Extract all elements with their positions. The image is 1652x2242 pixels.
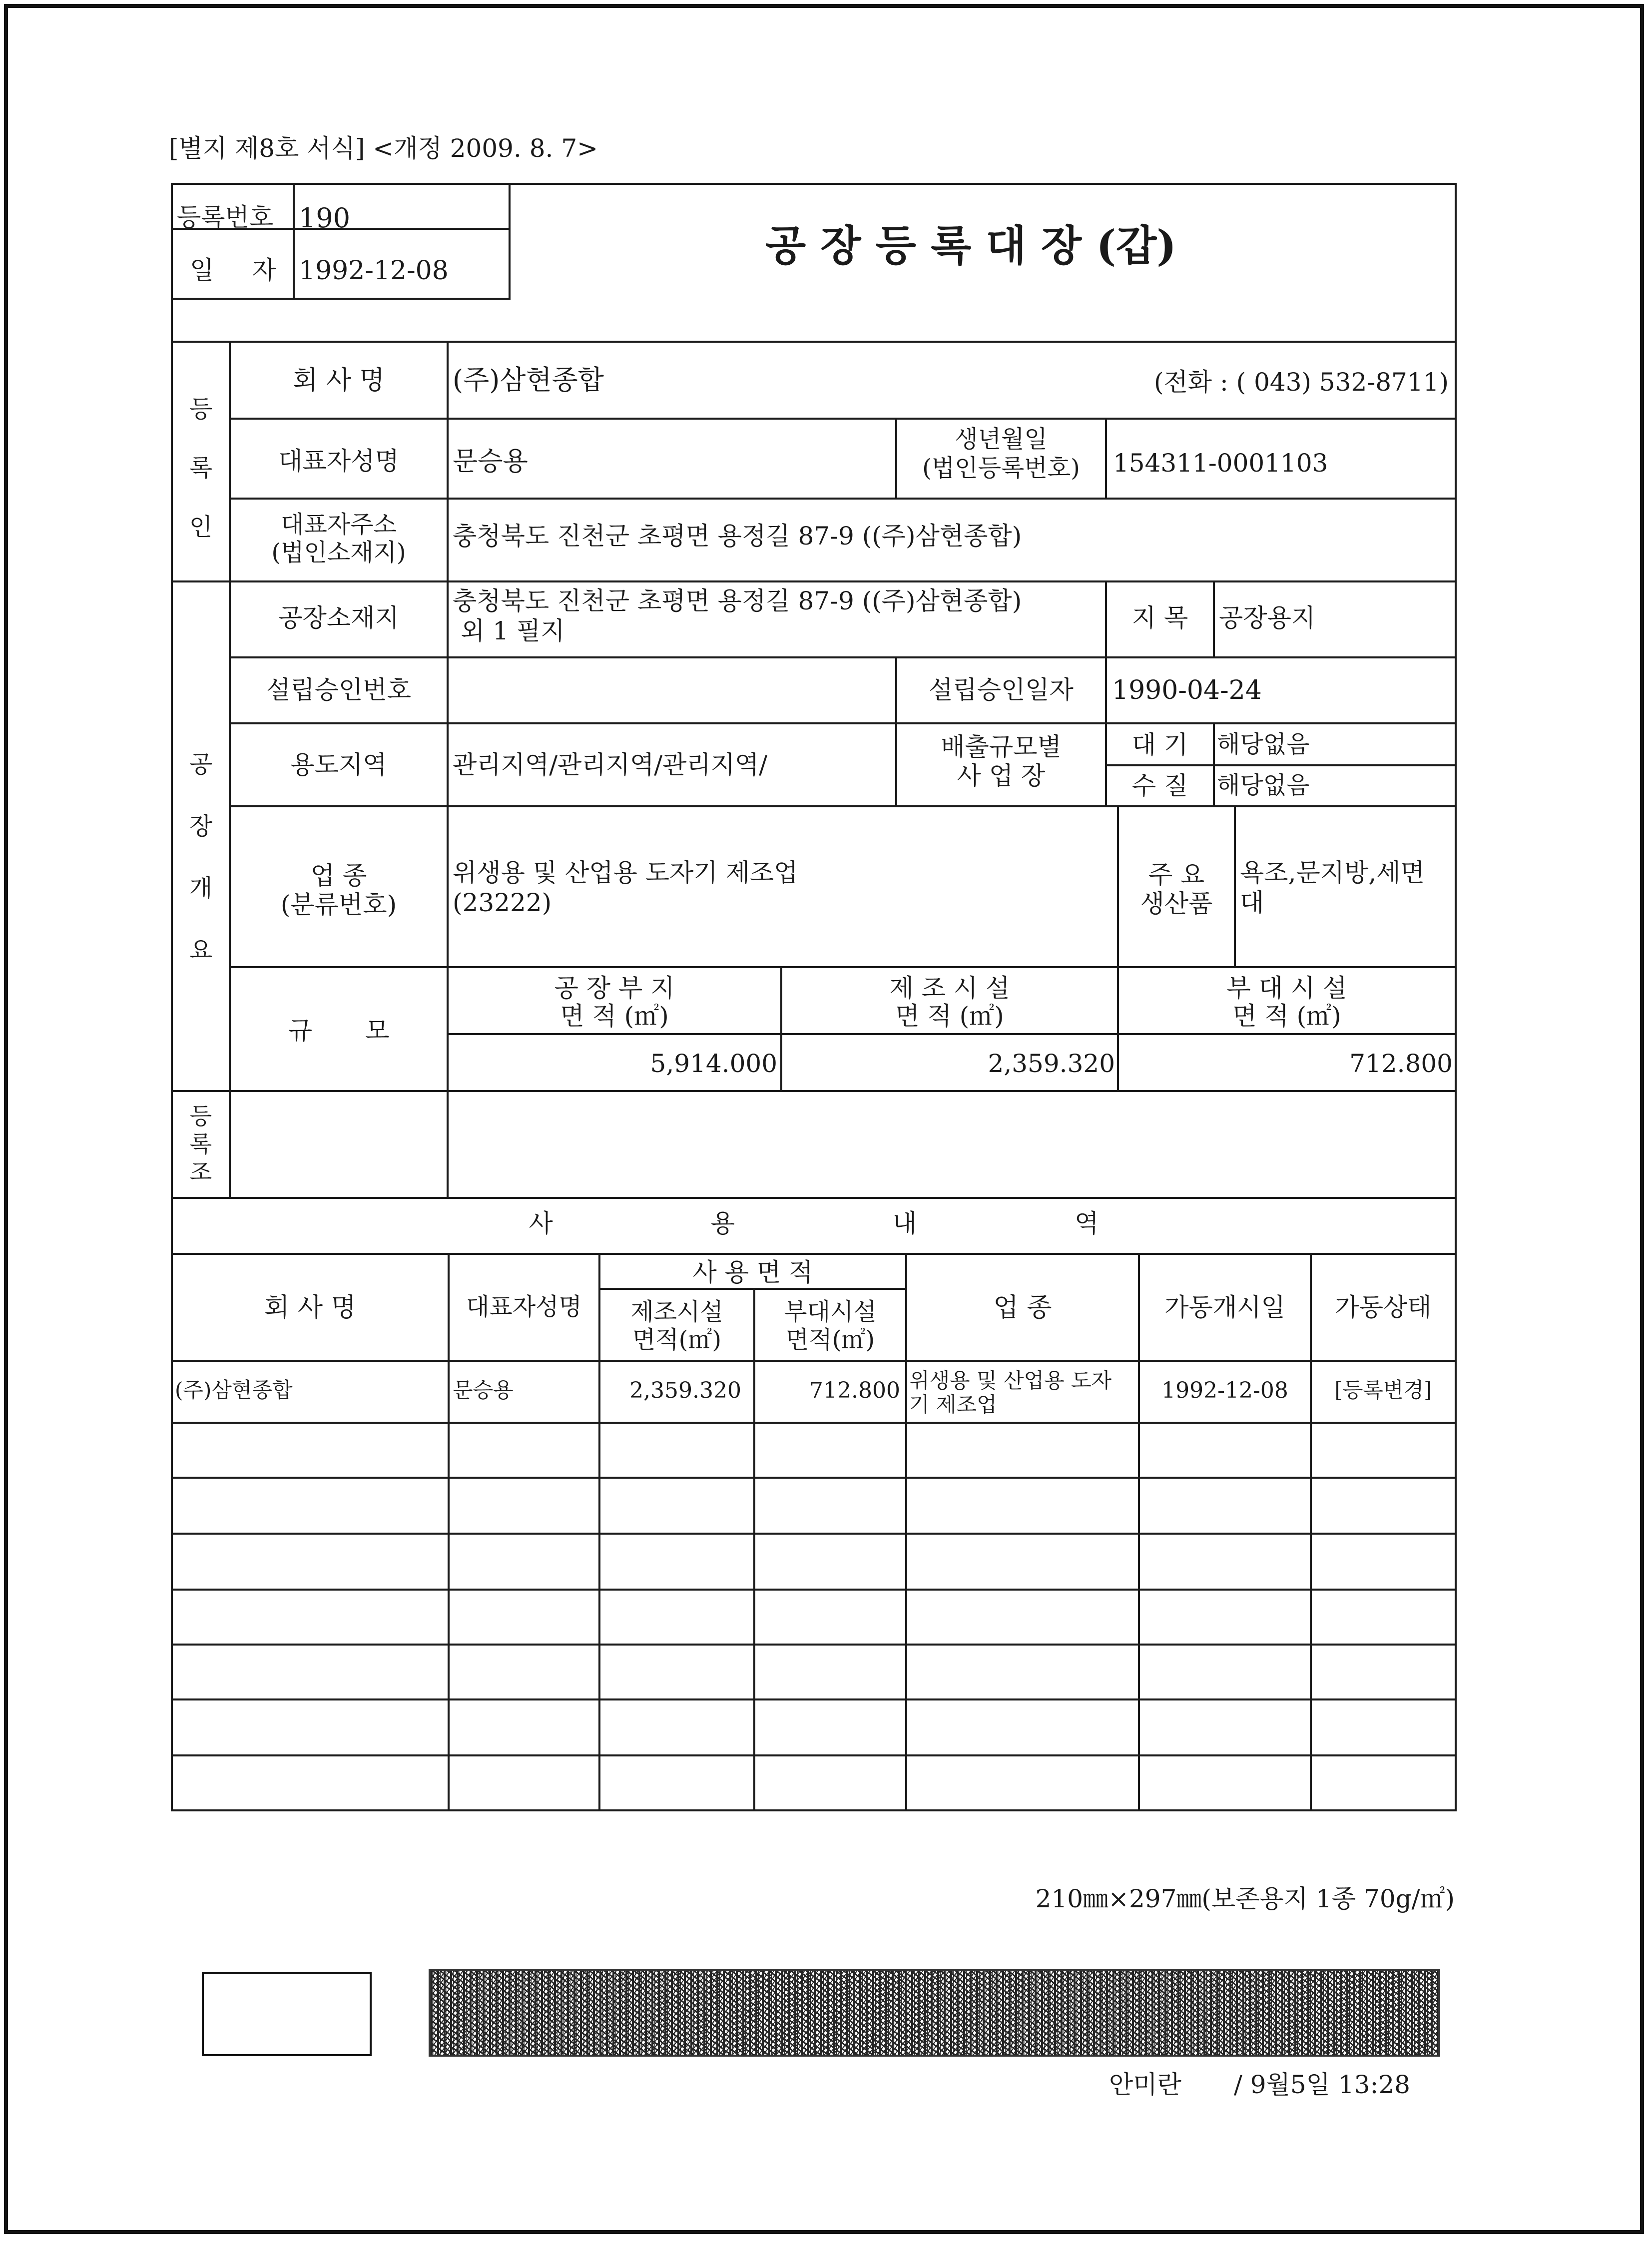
usage-header-mfg: 제조시설 면적(㎡): [630, 1298, 723, 1354]
usage-row-rep: 문승용: [453, 1378, 514, 1402]
print-timestamp: / 9월5일 13:28: [1234, 2070, 1410, 2099]
birth-label: 생년월일 (법인등록번호): [922, 425, 1080, 482]
approval-date: 1990-04-24: [1112, 675, 1262, 705]
usage-row-status: [등록변경]: [1334, 1378, 1432, 1402]
air-label: 대 기: [1131, 730, 1188, 759]
form-note: [별지 제8호 서식] <개정 2009. 8. 7>: [169, 134, 598, 163]
land-category: 공장용지: [1219, 603, 1316, 632]
location-line-2: 외 1 필지: [461, 616, 565, 645]
birth-value: 154311-0001103: [1113, 449, 1328, 478]
barcode-image: [429, 1969, 1440, 2057]
mfg-area-label: 제 조 시 설 면 적 (㎡): [889, 974, 1010, 1031]
site-area: 5,914.000: [650, 1049, 777, 1078]
usage-header-company: 회 사 명: [264, 1293, 356, 1323]
usage-header-aux: 부대시설 면적(㎡): [784, 1298, 877, 1354]
industry-name: 위생용 및 산업용 도자기 제조업: [453, 858, 798, 887]
industry-label: 업 종 (분류번호): [280, 861, 397, 919]
usage-header-industry: 업 종: [993, 1293, 1052, 1323]
registration-number: 190: [299, 202, 351, 234]
usage-header-rep: 대표자성명: [466, 1293, 582, 1321]
company-phone: (전화 : ( 043) 532-8711): [1153, 368, 1449, 397]
usage-row-industry: 위생용 및 산업용 도자 기 제조업: [909, 1368, 1112, 1417]
products-line-1: 욕조,문지방,세면: [1240, 858, 1425, 887]
site-area-label: 공 장 부 지 면 적 (㎡): [554, 974, 675, 1031]
water-label: 수 질: [1131, 771, 1188, 800]
mfg-area: 2,359.320: [988, 1049, 1115, 1078]
zone-label: 용도지역: [290, 750, 387, 779]
company-name: (주)삼현종합: [453, 364, 604, 396]
scale-label: 규 모: [288, 1016, 390, 1045]
usage-row-aux: 712.800: [809, 1378, 900, 1403]
registration-date: 1992-12-08: [299, 256, 449, 286]
registrant-section-label: 등 록 인: [189, 395, 213, 541]
usage-row-company: (주)삼현종합: [175, 1378, 293, 1402]
rep-address: 충청북도 진천군 초평면 용정길 87-9 ((주)삼현종합): [453, 522, 1022, 551]
industry-code: (23222): [453, 888, 552, 917]
usage-row-mfg: 2,359.320: [629, 1378, 741, 1403]
zone-value: 관리지역/관리지역/관리지역/: [453, 750, 768, 779]
usage-title: 사 용 내 역: [529, 1209, 1099, 1238]
water-value: 해당없음: [1217, 771, 1310, 799]
aux-area-label: 부 대 시 설 면 적 (㎡): [1226, 974, 1347, 1031]
location-line-1: 충청북도 진천군 초평면 용정길 87-9 ((주)삼현종합): [453, 586, 1022, 615]
registration-conditions-label: 등 록 조: [189, 1103, 212, 1185]
rep-name: 문승용: [453, 447, 528, 477]
land-category-label: 지 목: [1131, 603, 1188, 632]
rep-address-label: 대표자주소 (법인소재지): [271, 511, 406, 566]
usage-header-status: 가동상태: [1335, 1293, 1432, 1322]
registration-date-label: 일 자: [190, 256, 276, 285]
usage-header-start: 가동개시일: [1164, 1293, 1285, 1322]
aux-area: 712.800: [1349, 1049, 1453, 1078]
registration-number-label: 등록번호: [177, 203, 274, 232]
location-label: 공장소재지: [278, 603, 399, 632]
usage-row-start: 1992-12-08: [1161, 1378, 1288, 1403]
usage-header-area-group: 사 용 면 적: [692, 1258, 813, 1287]
air-value: 해당없음: [1217, 730, 1310, 758]
page-title: 공 장 등 록 대 장 (갑): [765, 221, 1176, 270]
emission-label: 배출규모별 사 업 장: [941, 732, 1062, 790]
approval-date-label: 설립승인일자: [929, 675, 1074, 704]
rep-name-label: 대표자성명: [278, 447, 399, 476]
products-label: 주 요 생산품: [1140, 860, 1213, 918]
paper-spec: 210㎜×297㎜(보존용지 1종 70g/㎡): [1035, 1884, 1455, 1913]
stamp-box: [202, 1972, 372, 2056]
products-line-2: 대: [1240, 888, 1264, 917]
approval-number-label: 설립승인번호: [266, 675, 411, 704]
factory-section-label: 공 장 개 요: [189, 750, 213, 964]
company-label: 회 사 명: [293, 366, 385, 396]
issuer-name: 안미란: [1109, 2070, 1181, 2099]
